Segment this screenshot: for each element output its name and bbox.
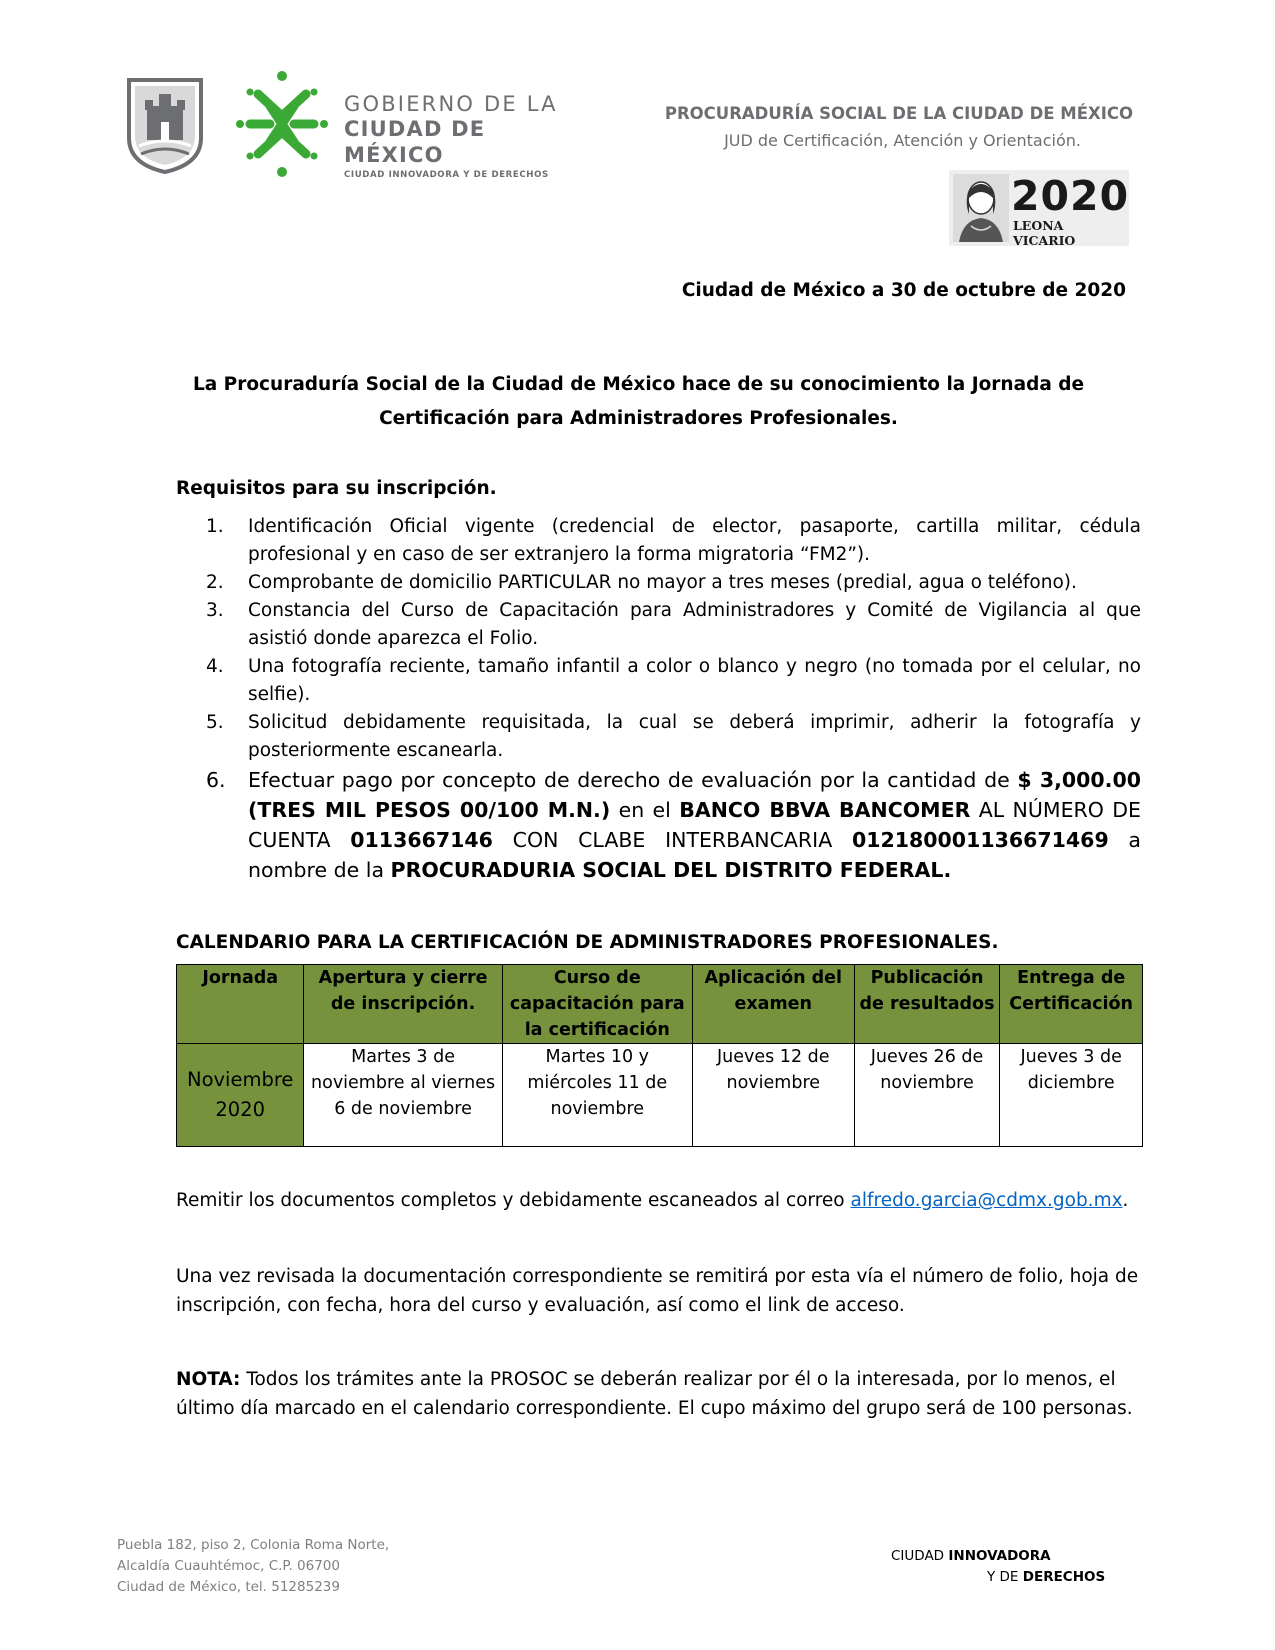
table-header: Curso de capacitación para la certificación: [502, 965, 692, 1044]
send-end: .: [1122, 1190, 1129, 1211]
badge-year: 2020: [1011, 172, 1130, 220]
item-number: 3.: [206, 600, 224, 621]
item-text: Comprobante de domicilio PARTICULAR no mayor a tres meses (predial, agua o teléfono).: [248, 572, 1077, 593]
government-wordmark: [344, 92, 574, 182]
table-header: Publicación de resultados: [854, 965, 1000, 1044]
item-number: 1.: [206, 516, 224, 537]
table-cell: Jueves 26 de noviembre: [854, 1044, 1000, 1147]
list-item: [206, 597, 1141, 653]
item-number: 2.: [206, 572, 224, 593]
slogan-part: Y DE: [987, 1569, 1023, 1585]
payment-text-5: a nombre de la: [248, 828, 1141, 882]
gov-line-2: CIUDAD DE MÉXICO: [344, 117, 486, 167]
table-row: [177, 1044, 1143, 1147]
address-line: Ciudad de México, tel. 51285239: [117, 1579, 340, 1595]
note-text: Todos los trámites ante la PROSOC se deberán realizar por él o la interesada, por lo menos, el último día marcado en el calendario correspondiente. El cupo máximo del grupo será de 100 personas.: [176, 1369, 1133, 1419]
footer-address: [117, 1535, 389, 1598]
payment-clabe: 012180001136671469: [851, 828, 1109, 852]
coat-of-arms-icon: [125, 76, 205, 174]
payment-beneficiary: PROCURADURIA SOCIAL DEL DISTRITO FEDERAL.: [390, 858, 952, 882]
gov-line-1: GOBIERNO DE LA: [344, 92, 558, 116]
slogan-part-bold: DERECHOS: [1022, 1569, 1106, 1585]
payment-bank: BANCO BBVA BANCOMER: [679, 798, 971, 822]
table-header: Apertura y cierre de inscripción.: [304, 965, 502, 1044]
item-number: 5.: [206, 712, 224, 733]
date-line: Ciudad de México a 30 de octubre de 2020: [681, 280, 1126, 301]
calendar-title: CALENDARIO PARA LA CERTIFICACIÓN DE ADMINISTRADORES PROFESIONALES.: [176, 932, 999, 953]
payment-account: 0113667146: [350, 828, 493, 852]
item-number: 6.: [206, 768, 226, 792]
slogan-part-bold: INNOVADORA: [948, 1548, 1051, 1564]
payment-text-4: CON CLABE INTERBANCARIA: [492, 828, 852, 852]
item-text: Constancia del Curso de Capacitación para Administradores y Comité de Vigilancia al que asistió donde aparezca el Folio.: [248, 600, 1141, 649]
note-paragraph: [176, 1365, 1141, 1423]
badge-name: LEONA VICARIO: [1013, 218, 1076, 248]
table-header-row: [177, 965, 1143, 1044]
organization-department: JUD de Certificación, Atención y Orientación.: [724, 131, 1081, 150]
item-text: Identificación Oficial vigente (credencial de elector, pasaporte, cartilla militar, cédula profesional y en caso de ser extranjero la forma migratoria “FM2”).: [248, 516, 1141, 565]
payment-amount: $ 3,000.00 (TRES MIL PESOS 00/100 M.N.): [248, 768, 1141, 822]
requirements-list: [206, 513, 1141, 885]
slogan-part: CIUDAD: [891, 1548, 949, 1564]
email-link[interactable]: alfredo.garcia@cdmx.gob.mx: [850, 1190, 1123, 1211]
send-text: Remitir los documentos completos y debidamente escaneados al correo: [176, 1190, 851, 1211]
intro-paragraph: La Procuraduría Social de la Ciudad de México hace de su conocimiento la Jornada de Certificación para Administradores Profesionales.: [192, 374, 1085, 429]
cdmx-logo-icon: [236, 70, 328, 178]
item-text: Solicitud debidamente requisitada, la cual se deberá imprimir, adherir la fotografía y posteriormente escanearla.: [248, 712, 1141, 761]
year-badge: [949, 170, 1129, 246]
organization-name: PROCURADURÍA SOCIAL DE LA CIUDAD DE MÉXICO: [664, 104, 1133, 123]
payment-text-1: Efectuar pago por concepto de derecho de evaluación por la cantidad de: [248, 768, 1018, 792]
table-cell: Martes 3 de noviembre al viernes 6 de noviembre: [304, 1044, 502, 1147]
table-header: Aplicación del examen: [692, 965, 854, 1044]
item-number: 4.: [206, 656, 224, 677]
table-header: Jornada: [177, 965, 304, 1044]
review-paragraph: Una vez revisada la documentación correspondiente se remitirá por esta vía el número de folio, hoja de inscripción, con fecha, hora del curso y evaluación, así como el link de acceso.: [176, 1266, 1139, 1316]
table-cell: Noviembre 2020: [177, 1044, 304, 1147]
list-item: [206, 653, 1141, 709]
item-text: Una fotografía reciente, tamaño infantil a color o blanco y negro (no tomada por el celular, no selfie).: [248, 656, 1141, 705]
footer-slogan: [891, 1546, 1105, 1588]
table-cell: Jueves 12 de noviembre: [692, 1044, 854, 1147]
address-line: Alcaldía Cuauhtémoc, C.P. 06700: [117, 1558, 340, 1574]
requirements-title: Requisitos para su inscripción.: [176, 478, 497, 499]
table-cell: Jueves 3 de diciembre: [1000, 1044, 1143, 1147]
portrait-icon: [953, 174, 1009, 242]
note-label: NOTA:: [176, 1369, 241, 1390]
payment-text-3: AL NÚMERO DE CUENTA: [248, 798, 1141, 852]
list-item: [206, 709, 1141, 765]
table-cell: Martes 10 y miércoles 11 de noviembre: [502, 1044, 692, 1147]
gov-line-3: CIUDAD INNOVADORA Y DE DERECHOS: [344, 170, 549, 180]
list-item: [206, 513, 1141, 569]
table-header: Entrega de Certificación: [1000, 965, 1143, 1044]
list-item: [206, 569, 1141, 597]
send-documents-line: [176, 1190, 1128, 1211]
calendar-table: [176, 964, 1143, 1147]
address-line: Puebla 182, piso 2, Colonia Roma Norte,: [117, 1537, 390, 1553]
list-item-payment: [206, 765, 1141, 885]
payment-text-2: en el: [610, 798, 680, 822]
